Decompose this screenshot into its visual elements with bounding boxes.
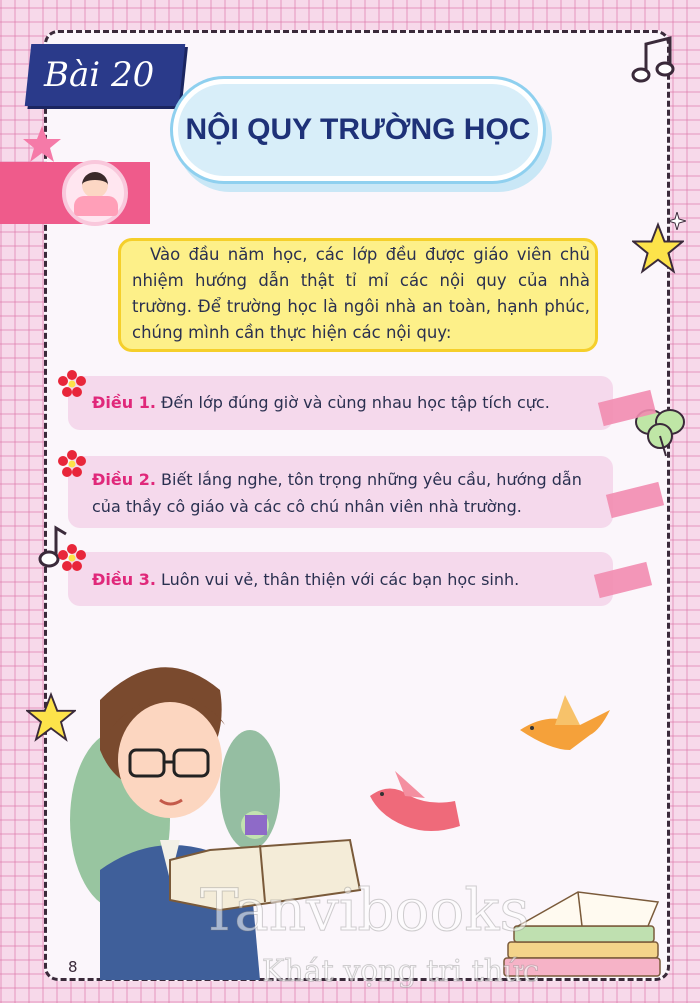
avatar-body — [74, 196, 118, 216]
flower-icon — [58, 450, 86, 478]
watermark-brand: Tanvibooks — [200, 876, 530, 944]
rule-2-label: Điều 2. — [92, 470, 156, 489]
rule-1-text — [92, 389, 592, 416]
rule-2-text — [92, 466, 592, 520]
bird-icon — [360, 766, 470, 842]
rule-3-label: Điều 3. — [92, 570, 156, 589]
lesson-label: Bài 20 — [44, 55, 155, 95]
watermark-slogan: Khát vọng tri thức — [262, 954, 540, 989]
flower-icon — [58, 544, 86, 572]
music-note-icon — [628, 34, 678, 86]
rule-1-content: Đến lớp đúng giờ và cùng nhau học tập tích cực. — [161, 393, 550, 412]
rule-3-content: Luôn vui vẻ, thân thiện với các bạn học sinh. — [161, 570, 520, 589]
sparkle-icon — [668, 212, 686, 230]
intro-text: Vào đầu năm học, các lớp đều được giáo viên chủ nhiệm hướng dẫn thật tỉ mỉ các nội quy của nhà trường. Để trường học là ngôi nhà an toàn, hạnh phúc, chúng mình cần thực hiện các nội quy: — [132, 245, 590, 342]
page-number: 8 — [68, 958, 78, 976]
rule-3-text — [92, 566, 592, 593]
star-icon — [22, 124, 62, 164]
lesson-title: NỘI QUY TRƯỜNG HỌC — [185, 113, 531, 146]
rule-2-content: Biết lắng nghe, tôn trọng những yêu cầu, hướng dẫn của thầy cô giáo và các cô chú nhân viên nhà trường. — [92, 470, 582, 516]
flower-icon — [58, 370, 86, 398]
rule-1-label: Điều 1. — [92, 393, 156, 412]
bird-icon — [510, 690, 620, 760]
avatar-head — [82, 172, 108, 198]
